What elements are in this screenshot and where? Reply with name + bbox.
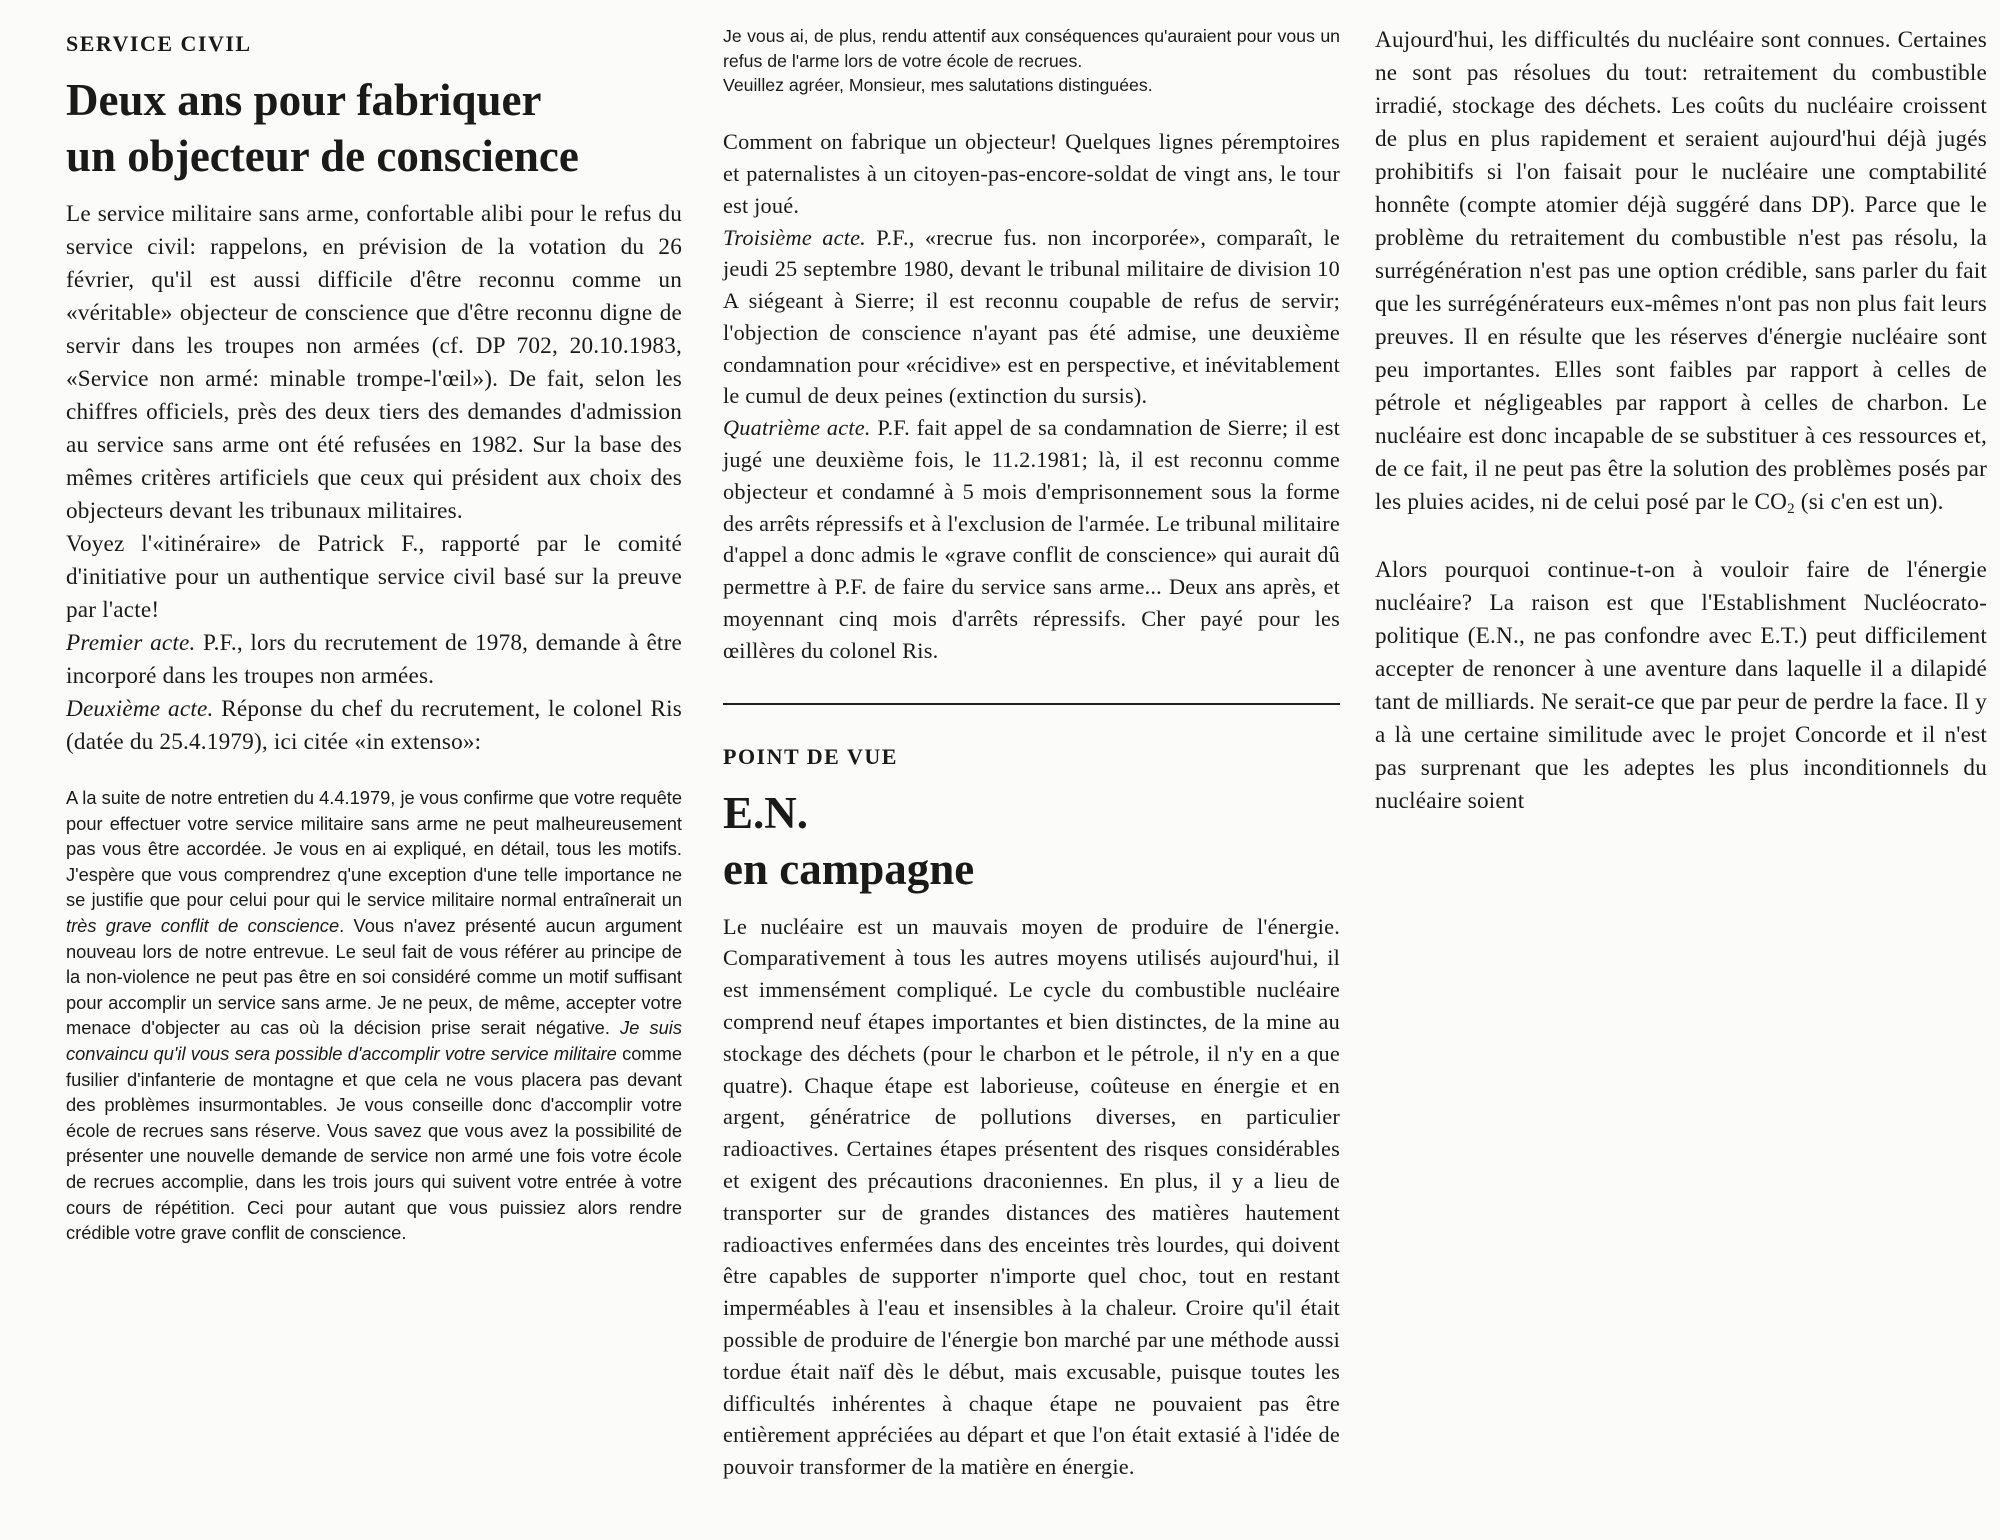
paragraph-difficultes: Aujourd'hui, les difficultés du nucléaire sont connues. Certaines ne sont pas résolues du tout: retraitement du combustible irradié, stockage des déchets. Les coûts du nucléaire croissent de plus en plus rapidement et seraient aujourd'hui déjà jugés prohibitifs si l'on faisait pour le nucléaire une comptabilité honnête (compte atomier déjà suggéré dans DP). Parce que le problème du retraitement du combustible n'est pas résolu, la surrégénération n'est pas une option crédible, sans parler du fait que les surrégénérateurs eux-mêmes n'ont pas non plus fait leurs preuves. Il en résulte que les réserves d'énergie nucléaire sont peu importantes. Elles sont faibles par rapport à celles de pétrole et négligeables par rapport à celles de charbon. Le nucléaire est donc incapable de se substituer à ces ressources et, de ce fait, il ne peut pas être la solution des problèmes posés par les pluies acides, ni de celui posé par le $CO_2$ (si c'en est un).: [1375, 27, 1987, 517]
paragraph-premier-acte: Premier acte. P.F., lors du recrutement de 1978, demande à être incorporé dans les troupes non armées.: [66, 630, 682, 689]
paragraph-intro: Le service militaire sans arme, confortable alibi pour le refus du service civil: rappelons, en prévision de la votation du 26 février, qu'il est aussi difficile d'être reconnu comme un «véritable» objecteur de conscience que d'être reconnu digne de servir dans les troupes non armées (cf. DP 702, 20.10.1983, «Service non armé: minable trompe-l'œil»). De fait, selon les chiffres officiels, près des deux tiers des demandes d'admission au service sans arme ont été refusées en 1982. Sur la base des mêmes critères artificiels que ceux qui président aux choix des objecteurs devant les tribunaux militaires.: [66, 201, 682, 524]
letter-paragraph-2: Je vous ai, de plus, rendu attentif aux conséquences qu'auraient pour vous un refus de l'arme lors de votre école de recrues.: [723, 26, 1340, 71]
paragraph-quatrieme-acte: Quatrième acte. P.F. fait appel de sa condamnation de Sierre; il est jugé une deuxième fois, le 11.2.1981; là, il est reconnu comme objecteur et condamné à 5 mois d'emprisonnement sous la forme des arrêts répressifs et à l'exclusion de l'armée. Le tribunal militaire d'appel a donc admis le «grave conflit de conscience» qui aurait dû permettre à P.F. de faire du service sans arme... Deux ans après, et moyennant cinq mois d'arrêts répressifs. Cher payé pour les œillères du colonel Ris.: [723, 415, 1340, 663]
headline-line-1: Deux ans pour fabriquer: [66, 75, 542, 125]
article-divider: [723, 703, 1340, 705]
headline-line-1: E.N.: [723, 787, 809, 838]
letter-paragraph-3: Veuillez agréer, Monsieur, mes salutations distinguées.: [723, 75, 1153, 96]
quoted-letter-continued: [723, 24, 1340, 98]
headline-line-2: en campagne: [723, 843, 975, 894]
act-label: Troisième acte.: [723, 224, 866, 250]
quoted-letter: [66, 785, 682, 1246]
headline-line-2: un objecteur de conscience: [66, 131, 579, 181]
paragraph-itineraire: Voyez l'«itinéraire» de Patrick F., rapporté par le comité d'initiative pour un authentique service civil basé sur la preuve par l'acte!: [66, 531, 682, 623]
act-label: Deuxième acte.: [66, 696, 214, 722]
act-label: Premier acte.: [66, 630, 196, 656]
column-2: [723, 24, 1340, 1483]
column-1: [66, 24, 682, 1246]
headline-article-1: [66, 72, 682, 184]
article-1-body: [66, 198, 682, 759]
article-2-body: [723, 911, 1340, 1483]
paragraph-nucleaire-intro: Le nucléaire est un mauvais moyen de produire de l'énergie. Comparativement à tous les autres moyens utilisés aujourd'hui, il est immensément compliqué. Le cycle du combustible nucléaire comprend neuf étapes importantes et bien distinctes, de la mine au stockage des déchets (pour le charbon et le pétrole, il n'y en a que quatre). Chaque étape est laborieuse, coûteuse en énergie et en argent, génératrice de pollutions diverses, en particulier radioactives. Certaines étapes présentent des risques considérables et exigent des précautions draconiennes. En plus, il y a lieu de transporter sur de grandes distances des matières hautement radioactives enfermées dans des enceintes très lourdes, qui doivent être capables de supporter n'importe quel choc, tout en restant imperméables à l'eau et insensibles à la chaleur. Croire qu'il était possible de produire de l'énergie bon marché par une méthode aussi tordue était naïf dès le début, mais excusable, puisque toutes les difficultés inhérentes à chaque étape ne pouvaient pas être entièrement appréciées au départ et que l'on était extasié à l'idée de pouvoir transformer de la matière en énergie.: [723, 913, 1340, 1480]
act-label: Quatrième acte.: [723, 415, 871, 441]
column-3: [1375, 24, 1987, 818]
paragraph-deuxieme-acte: Deuxième acte. Réponse du chef du recrutement, le colonel Ris (datée du 25.4.1979), ici citée «in extenso»:: [66, 696, 682, 755]
headline-article-2: [723, 785, 1340, 897]
paragraph-troisieme-acte: Troisième acte. P.F., «recrue fus. non incorporée», comparaît, le jeudi 25 septembre 1980, devant le tribunal militaire de division 10 A siégeant à Sierre; il est reconnu coupable de refus de servir; l'objection de conscience n'ayant pas été admise, une deuxième condamnation pour «récidive» est en perspective, et inévitablement le cumul de deux peines (extinction du sursis).: [723, 224, 1340, 409]
paragraph-pourquoi: Alors pourquoi continue-t-on à vouloir faire de l'énergie nucléaire? La raison est que l'Establishment Nucléocrato-politique (E.N., ne pas confondre avec E.T.) peut difficilement accepter de renoncer à une aventure dans laquelle il a dilapidé tant de milliards. Ne serait-ce que par peur de perdre la face. Il y a là une certaine similitude avec le projet Concorde et il n'est pas surprenant que les adeptes les plus inconditionnels du nucléaire soient: [1375, 557, 1987, 814]
article-1-body-continued: [723, 126, 1340, 667]
letter-paragraph-1: A la suite de notre entretien du 4.4.1979, je vous confirme que votre requête pour effectuer votre service militaire sans arme ne peut malheureusement pas vous être accordée. Je vous en ai expliqué, en détail, tous les motifs. J'espère que vous comprendrez q'une exception d'une telle importance ne se justifie que pour celui pour qui le service militaire normal entraînerait un très grave conflit de conscience. Vous n'avez présenté aucun argument nouveau lors de notre entrevue. Le seul fait de vous référer au principe de la non-violence ne peut pas être en soi considéré comme un motif suffisant pour accomplir un service sans arme. Je ne peux, de même, accepter votre menace d'objecter au cas où la décision prise serait négative. Je suis convaincu qu'il vous sera possible d'accomplir votre service militaire comme fusilier d'infanterie de montagne et que cela ne vous placera pas devant des problèmes insurmontables. Je vous conseille donc d'accomplir votre école de recrues sans réserve. Vous savez que vous avez la possibilité de présenter une nouvelle demande de service non armé une fois votre école de recrues accomplie, dans les trois jours qui suivent votre entrée à votre cours de répétition. Ceci pour autant que vous puissiez alors rendre crédible votre grave conflit de conscience.: [66, 787, 683, 1244]
article-2-body-continued: [1375, 24, 1987, 818]
section-kicker-service-civil: SERVICE CIVIL: [66, 31, 252, 56]
section-kicker-point-de-vue: POINT DE VUE: [723, 743, 898, 769]
paragraph-comment: Comment on fabrique un objecteur! Quelques lignes péremptoires et paternalistes à un citoyen-pas-encore-soldat de vingt ans, le tour est joué.: [723, 129, 1340, 218]
